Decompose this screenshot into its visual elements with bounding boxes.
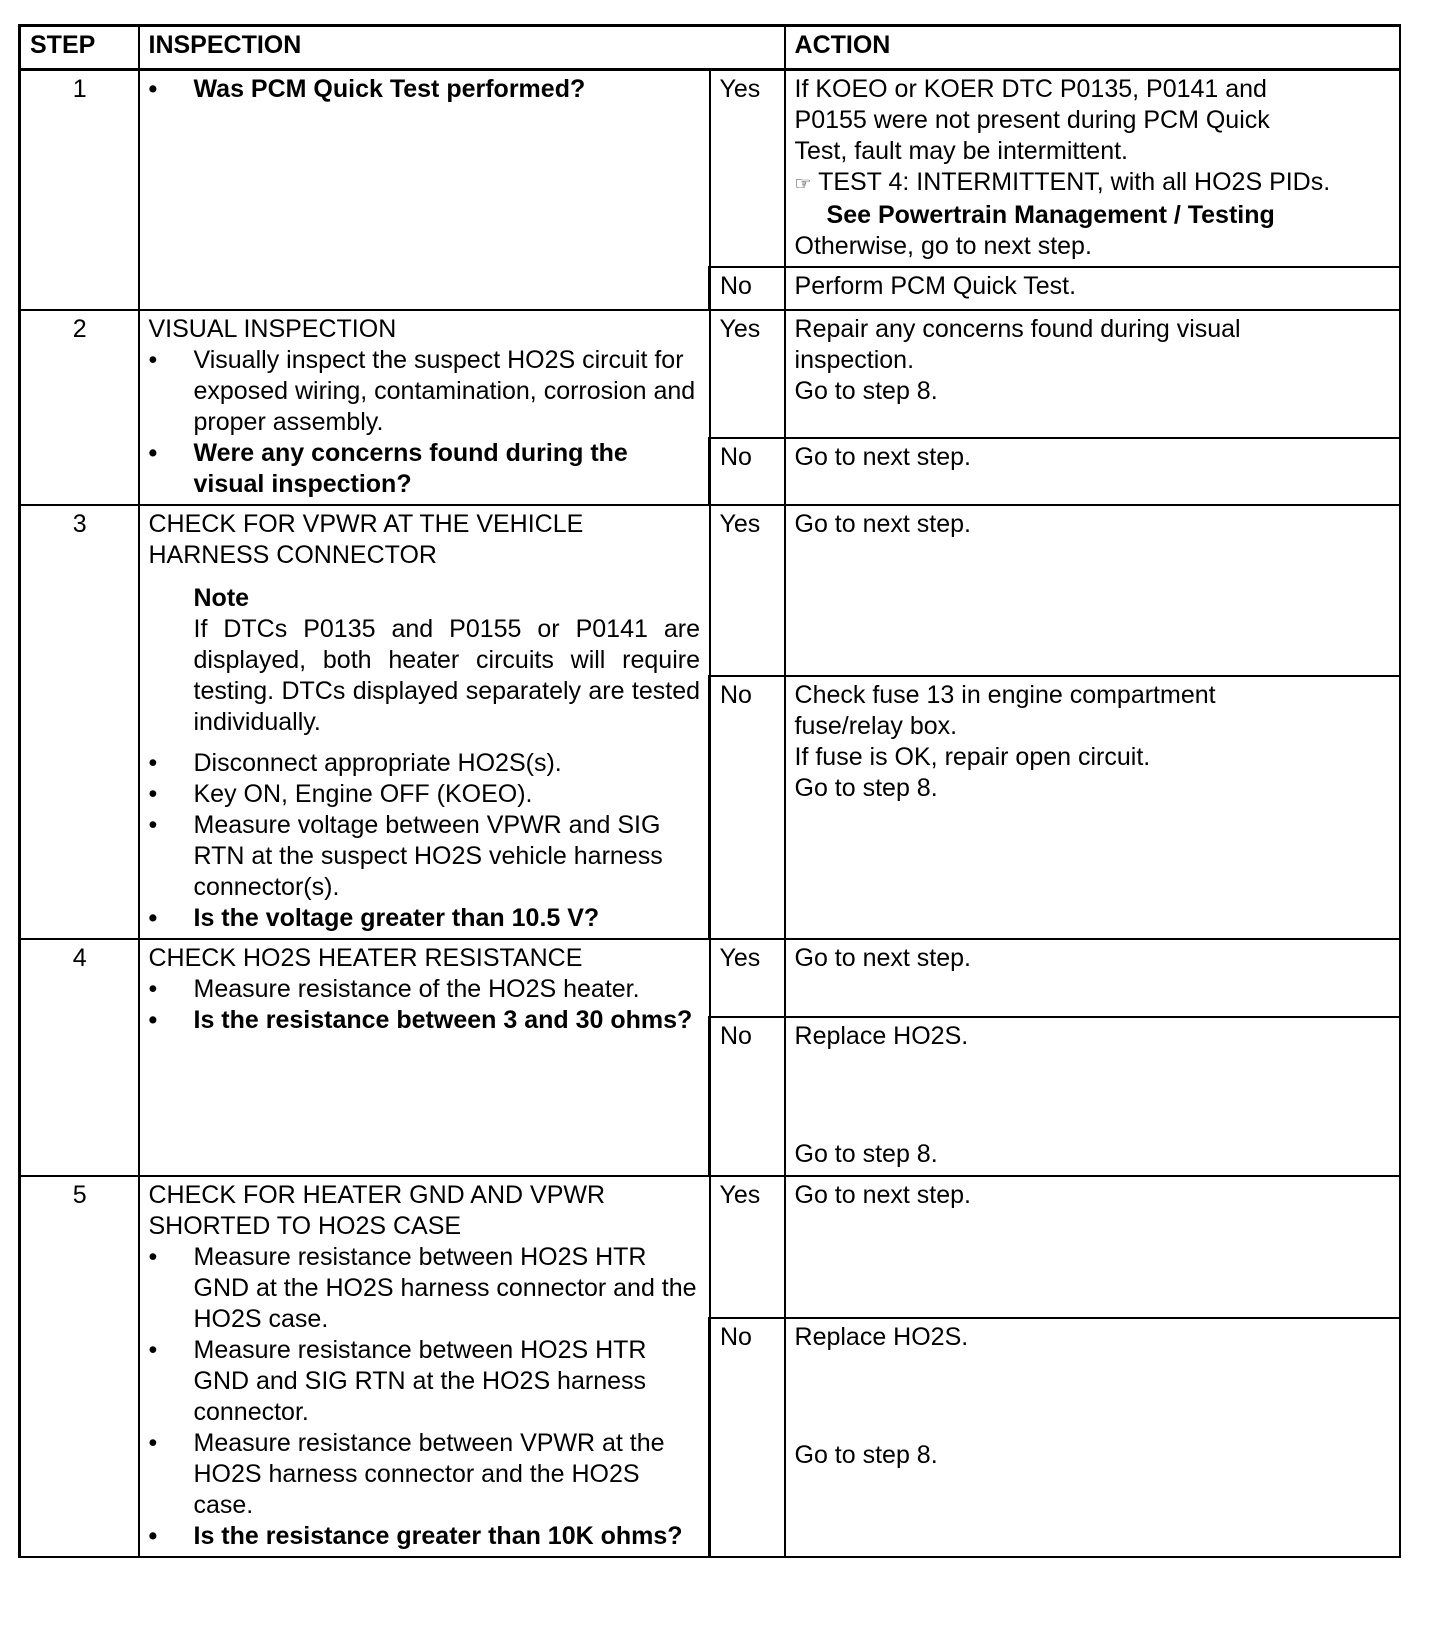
step-5-inspection	[139, 1176, 710, 1557]
step-1-yes-row	[20, 70, 1400, 268]
action-text: Go to next step.	[785, 1176, 1400, 1318]
inspection-title: CHECK FOR HEATER GND AND VPWR SHORTED TO HO2S CASE	[148, 1181, 606, 1240]
step-2-yes-action	[785, 310, 1400, 438]
step-4-yes-row	[20, 939, 1400, 1017]
header-inspection: INSPECTION	[139, 26, 785, 70]
inspection-bullet: • Measure voltage between VPWR and SIG RTN at the suspect HO2S vehicle harness connector(s).	[149, 810, 701, 903]
inspection-question: • Was PCM Quick Test performed?	[149, 74, 701, 105]
header-step: STEP	[20, 26, 139, 70]
yes-label: Yes	[710, 310, 785, 438]
action-line: P0155 were not present during PCM Quick	[794, 106, 1270, 134]
inspection-bullet: • Key ON, Engine OFF (KOEO).	[149, 779, 701, 810]
step-number: 2	[20, 310, 139, 505]
inspection-bullet: • Measure resistance between HO2S HTR GND at the HO2S harness connector and the HO2S case.	[149, 1242, 701, 1335]
step-3-yes-row	[20, 505, 1400, 676]
step-1-inspection	[139, 70, 710, 311]
action-line: Otherwise, go to next step.	[794, 232, 1092, 260]
yes-label: Yes	[710, 939, 785, 1017]
inspection-title: CHECK HO2S HEATER RESISTANCE	[148, 944, 583, 972]
inspection-title: VISUAL INSPECTION	[148, 315, 397, 343]
action-text: Go to next step.	[785, 438, 1400, 505]
no-label: No	[710, 267, 785, 310]
header-row	[20, 26, 1400, 70]
inspection-question: • Is the resistance between 3 and 30 ohms?	[149, 1005, 701, 1036]
no-label: No	[710, 438, 785, 505]
spacer	[795, 1052, 1391, 1139]
inspection-bullet: • Disconnect appropriate HO2S(s).	[149, 748, 701, 779]
no-label: No	[710, 676, 785, 939]
step-5-no-action	[785, 1318, 1400, 1557]
action-text: Perform PCM Quick Test.	[785, 267, 1400, 310]
inspection-question: • Were any concerns found during the visual inspection?	[149, 438, 701, 500]
action-line: inspection.	[794, 346, 915, 374]
action-line: See Powertrain Management / Testing	[826, 201, 1275, 229]
inspection-question: • Is the voltage greater than 10.5 V?	[149, 903, 701, 934]
inspection-question: • Is the resistance greater than 10K ohms?	[149, 1521, 701, 1552]
inspection-title: CHECK FOR VPWR AT THE VEHICLE HARNESS CONNECTOR	[148, 510, 584, 569]
step-1-yes-action	[785, 70, 1400, 268]
inspection-bullet: • Measure resistance between HO2S HTR GND and SIG RTN at the HO2S harness connector.	[149, 1335, 701, 1428]
action-text: Go to next step.	[785, 505, 1400, 676]
note-title: Note	[193, 584, 250, 612]
action-line: Go to step 8.	[794, 377, 938, 405]
action-line: Replace HO2S.	[794, 1323, 969, 1351]
inspection-bullet: • Measure resistance between VPWR at the HO2S harness connector and the HO2S case.	[149, 1428, 701, 1521]
action-line: Go to step 8.	[794, 1140, 938, 1168]
step-3-no-action	[785, 676, 1400, 939]
step-3-inspection	[139, 505, 710, 939]
test-reference: TEST 4: INTERMITTENT, with all HO2S PIDs.	[818, 168, 1331, 196]
no-label: No	[710, 1017, 785, 1176]
step-2-inspection	[139, 310, 710, 505]
no-label: No	[710, 1318, 785, 1557]
action-line: If fuse is OK, repair open circuit.	[794, 743, 1151, 771]
action-line: Repair any concerns found during visual	[794, 315, 1241, 343]
action-text: Go to next step.	[785, 939, 1400, 1017]
spacer	[795, 1353, 1391, 1440]
step-number: 4	[20, 939, 139, 1176]
step-2-yes-row	[20, 310, 1400, 438]
step-number: 3	[20, 505, 139, 939]
action-line: Go to step 8.	[794, 774, 938, 802]
action-line: Test, fault may be intermittent.	[794, 137, 1128, 165]
step-4-no-action	[785, 1017, 1400, 1176]
action-line: Check fuse 13 in engine compartment	[794, 681, 1216, 709]
yes-label: Yes	[710, 70, 785, 268]
action-line	[795, 167, 1391, 200]
header-action: ACTION	[785, 26, 1400, 70]
pointing-hand-icon: ☞	[794, 174, 812, 195]
note-text: If DTCs P0135 and P0155 or P0141 are displayed, both heater circuits will require testing. DTCs displayed separately are tested individually.	[193, 615, 700, 736]
inspection-bullet: • Measure resistance of the HO2S heater.	[149, 974, 701, 1005]
yes-label: Yes	[710, 1176, 785, 1318]
action-line: Replace HO2S.	[794, 1022, 969, 1050]
step-number: 1	[20, 70, 139, 311]
step-5-yes-row	[20, 1176, 1400, 1318]
note-block	[149, 583, 701, 738]
diagnostic-table	[18, 24, 1401, 1558]
step-number: 5	[20, 1176, 139, 1557]
yes-label: Yes	[710, 505, 785, 676]
action-line: fuse/relay box.	[794, 712, 958, 740]
step-4-inspection	[139, 939, 710, 1176]
action-line: Go to step 8.	[794, 1441, 938, 1469]
inspection-bullet: • Visually inspect the suspect HO2S circuit for exposed wiring, contamination, corrosion and proper assembly.	[149, 345, 701, 438]
action-line: If KOEO or KOER DTC P0135, P0141 and	[794, 75, 1267, 103]
